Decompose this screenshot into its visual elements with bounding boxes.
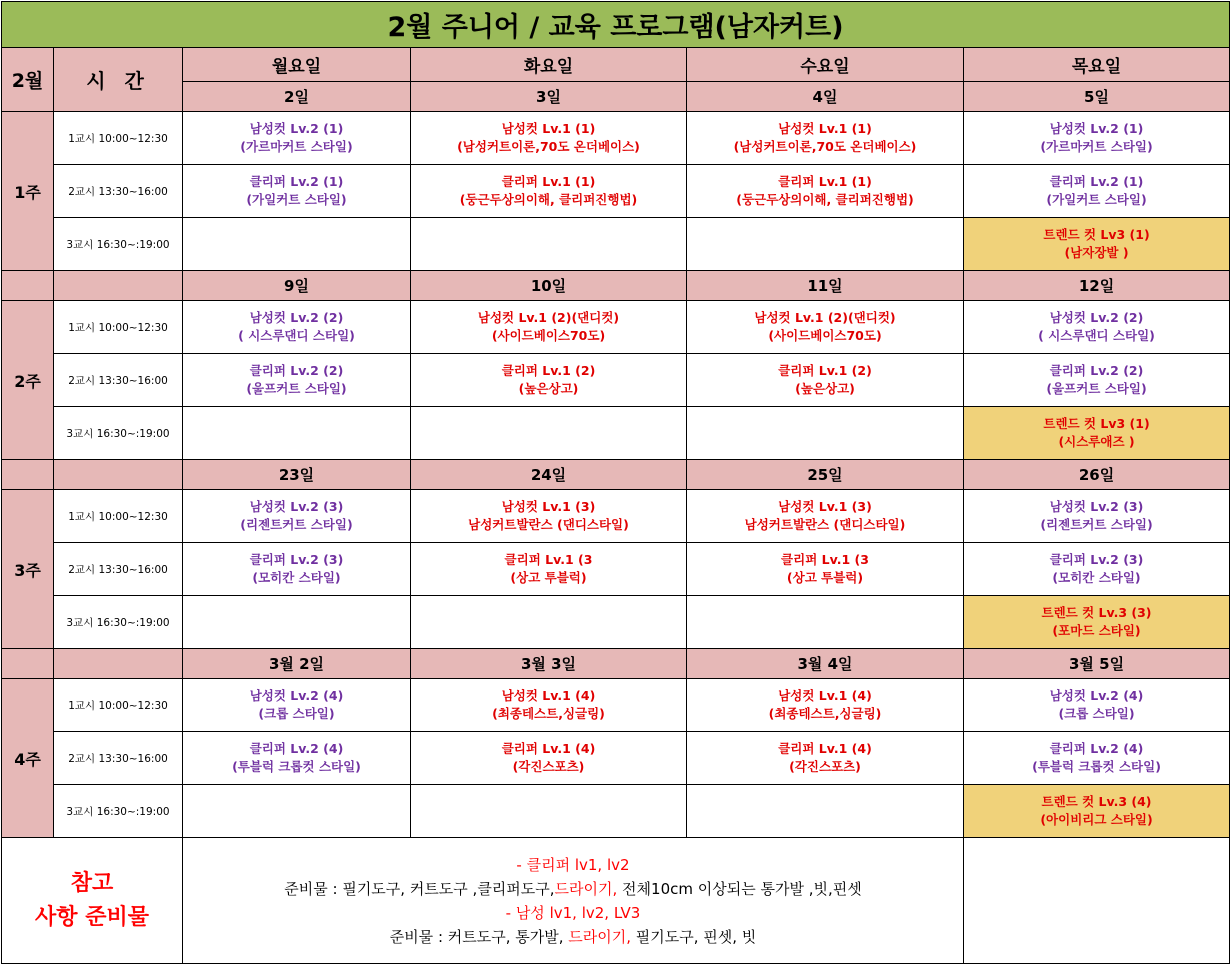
class-title: 남성컷 Lv.1 (1) bbox=[778, 121, 872, 136]
class-title: 남성컷 Lv.2 (3) bbox=[1049, 499, 1144, 514]
time-header: 시 간 bbox=[54, 48, 183, 112]
empty-cell bbox=[183, 785, 411, 838]
class-title: 남성컷 Lv.1 (3) bbox=[501, 499, 596, 514]
class-cell bbox=[411, 679, 687, 732]
table-row bbox=[2, 354, 1230, 407]
class-cell bbox=[964, 679, 1230, 732]
reference-line-4 bbox=[183, 925, 963, 949]
class-detail: 남성커트발란스 (댄디스타일) bbox=[744, 517, 906, 532]
class-title: 남성컷 Lv.1 (2)(댄디컷) bbox=[477, 310, 620, 325]
class-cell bbox=[964, 596, 1230, 649]
table-row bbox=[2, 301, 1230, 354]
class-cell bbox=[183, 165, 411, 218]
empty-cell bbox=[687, 785, 964, 838]
class-title: 남성컷 Lv.2 (2) bbox=[249, 310, 344, 325]
date-cell: 25일 bbox=[687, 460, 964, 490]
period-label: 1교시 10:00~12:30 bbox=[54, 679, 183, 732]
table-row bbox=[2, 596, 1230, 649]
period-label: 3교시 16:30~:19:00 bbox=[54, 785, 183, 838]
class-title: 클리퍼 Lv.1 (3 bbox=[781, 552, 869, 567]
class-cell bbox=[687, 543, 964, 596]
class-cell bbox=[964, 112, 1230, 165]
page-title: 2월 주니어 / 교육 프로그램(남자커트) bbox=[2, 2, 1230, 48]
blank-time-cell bbox=[54, 649, 183, 679]
reference-line-2 bbox=[183, 877, 963, 901]
empty-cell bbox=[411, 218, 687, 271]
class-cell bbox=[964, 732, 1230, 785]
class-detail: (높은상고) bbox=[518, 381, 579, 396]
blank-week-cell bbox=[2, 271, 54, 301]
reference-highlight: 드라이기, bbox=[568, 927, 632, 946]
class-title: 클리퍼 Lv.2 (4) bbox=[1049, 741, 1144, 756]
class-cell bbox=[183, 301, 411, 354]
class-cell bbox=[964, 218, 1230, 271]
table-row bbox=[2, 679, 1230, 732]
class-detail: (남성커트이론,70도 온더베이스) bbox=[733, 139, 917, 154]
class-cell bbox=[411, 543, 687, 596]
date-cell: 3월 4일 bbox=[687, 649, 964, 679]
table-row bbox=[2, 785, 1230, 838]
empty-cell bbox=[687, 218, 964, 271]
week-label: 4주 bbox=[2, 679, 54, 838]
class-title: 클리퍼 Lv.1 (1) bbox=[778, 174, 872, 189]
class-title: 클리퍼 Lv.2 (2) bbox=[249, 363, 344, 378]
reference-line-3: - 남성 lv1, lv2, LV3 bbox=[505, 903, 641, 922]
empty-cell bbox=[183, 596, 411, 649]
class-detail: (둥근두상의이해, 클리퍼진행법) bbox=[736, 192, 914, 207]
class-detail: (크롭 스타일) bbox=[258, 706, 335, 721]
class-detail: (투블럭 크롭컷 스타일) bbox=[1032, 759, 1161, 774]
period-label: 2교시 13:30~16:00 bbox=[54, 354, 183, 407]
class-title: 클리퍼 Lv.2 (1) bbox=[249, 174, 344, 189]
class-detail: (남자장발 ) bbox=[1064, 245, 1129, 260]
class-cell bbox=[411, 490, 687, 543]
class-title: 클리퍼 Lv.1 (4) bbox=[501, 741, 596, 756]
date-cell: 12일 bbox=[964, 271, 1230, 301]
date-cell: 26일 bbox=[964, 460, 1230, 490]
date-cell: 5일 bbox=[964, 82, 1230, 112]
date-cell: 23일 bbox=[183, 460, 411, 490]
class-cell bbox=[411, 112, 687, 165]
period-label: 2교시 13:30~16:00 bbox=[54, 732, 183, 785]
table-row bbox=[2, 732, 1230, 785]
reference-title bbox=[2, 838, 183, 964]
class-title: 남성컷 Lv.1 (4) bbox=[501, 688, 596, 703]
table-row bbox=[2, 112, 1230, 165]
empty-cell bbox=[411, 407, 687, 460]
reference-text: 필기도구, 핀셋, 빗 bbox=[631, 927, 757, 946]
period-label: 3교시 16:30~:19:00 bbox=[54, 218, 183, 271]
date-cell: 9일 bbox=[183, 271, 411, 301]
class-detail: (투블럭 크롭컷 스타일) bbox=[232, 759, 361, 774]
class-detail: (사이드베이스70도) bbox=[768, 328, 882, 343]
class-title: 클리퍼 Lv.2 (3) bbox=[1049, 552, 1144, 567]
class-detail: (가일커트 스타일) bbox=[1046, 192, 1147, 207]
class-detail: (시스루애즈 ) bbox=[1058, 434, 1135, 449]
empty-cell bbox=[183, 218, 411, 271]
blank-time-cell bbox=[54, 271, 183, 301]
class-title: 클리퍼 Lv.1 (2) bbox=[778, 363, 872, 378]
class-title: 트렌드 컷 Lv.3 (4) bbox=[1041, 794, 1152, 809]
class-title: 클리퍼 Lv.2 (2) bbox=[1049, 363, 1144, 378]
date-cell: 4일 bbox=[687, 82, 964, 112]
class-detail: (가일커트 스타일) bbox=[246, 192, 347, 207]
blank-week-cell bbox=[2, 460, 54, 490]
class-cell bbox=[687, 354, 964, 407]
class-cell bbox=[411, 301, 687, 354]
class-detail: 남성커트발란스 (댄디스타일) bbox=[468, 517, 629, 532]
class-detail: (각진스포츠) bbox=[789, 759, 861, 774]
table-row bbox=[2, 543, 1230, 596]
class-title: 트렌드 컷 Lv3 (1) bbox=[1043, 227, 1150, 242]
week-label: 2주 bbox=[2, 301, 54, 460]
class-cell bbox=[687, 732, 964, 785]
class-detail: (높은상고) bbox=[795, 381, 855, 396]
class-cell bbox=[964, 354, 1230, 407]
date-cell: 11일 bbox=[687, 271, 964, 301]
class-title: 트렌드 컷 Lv3 (1) bbox=[1043, 416, 1150, 431]
date-cell: 3월 2일 bbox=[183, 649, 411, 679]
date-cell: 3일 bbox=[411, 82, 687, 112]
schedule-table bbox=[1, 1, 1230, 964]
empty-cell bbox=[411, 785, 687, 838]
class-detail: (가르마커트 스타일) bbox=[240, 139, 353, 154]
reference-text: 준비물 : 필기도구, 커트도구 ,클리퍼도구, bbox=[284, 879, 555, 898]
reference-text: 준비물 : 커트도구, 통가발, bbox=[389, 927, 569, 946]
class-detail: (둥근두상의이해, 클리퍼진행법) bbox=[459, 192, 638, 207]
class-detail: (리젠트커트 스타일) bbox=[240, 517, 353, 532]
class-cell bbox=[411, 165, 687, 218]
class-detail: (아이비리그 스타일) bbox=[1040, 812, 1153, 827]
reference-text: 전체10cm 이상되는 통가발 ,빗,핀셋 bbox=[617, 879, 862, 898]
class-detail: ( 시스루댄디 스타일) bbox=[238, 328, 355, 343]
class-detail: (크롭 스타일) bbox=[1058, 706, 1135, 721]
class-title: 남성컷 Lv.1 (4) bbox=[778, 688, 872, 703]
class-detail: (모히칸 스타일) bbox=[252, 570, 341, 585]
empty-cell bbox=[687, 596, 964, 649]
day-header-wed: 수요일 bbox=[687, 48, 964, 82]
reference-highlight: 드라이기, bbox=[554, 879, 618, 898]
class-detail: (리젠트커트 스타일) bbox=[1040, 517, 1153, 532]
reference-body bbox=[183, 838, 964, 964]
date-cell: 10일 bbox=[411, 271, 687, 301]
class-cell bbox=[183, 490, 411, 543]
table-row bbox=[2, 218, 1230, 271]
class-title: 클리퍼 Lv.2 (3) bbox=[249, 552, 344, 567]
class-title: 남성컷 Lv.1 (1) bbox=[501, 121, 596, 136]
class-detail: (최종테스트,싱글링) bbox=[492, 706, 605, 721]
class-title: 클리퍼 Lv.2 (1) bbox=[1049, 174, 1144, 189]
class-title: 남성컷 Lv.2 (3) bbox=[249, 499, 344, 514]
class-title: 남성컷 Lv.2 (1) bbox=[249, 121, 344, 136]
day-header-mon: 월요일 bbox=[183, 48, 411, 82]
class-cell bbox=[964, 490, 1230, 543]
reference-title-line2: 사항 준비물 bbox=[35, 904, 149, 930]
class-detail: (울프커트 스타일) bbox=[246, 381, 347, 396]
date-cell: 3월 5일 bbox=[964, 649, 1230, 679]
blank-time-cell bbox=[54, 460, 183, 490]
period-label: 1교시 10:00~12:30 bbox=[54, 301, 183, 354]
period-label: 2교시 13:30~16:00 bbox=[54, 165, 183, 218]
class-title: 남성컷 Lv.2 (2) bbox=[1049, 310, 1144, 325]
class-title: 남성컷 Lv.1 (2)(댄디컷) bbox=[754, 310, 896, 325]
day-header-thu: 목요일 bbox=[964, 48, 1230, 82]
class-title: 남성컷 Lv.2 (4) bbox=[1049, 688, 1144, 703]
class-cell bbox=[687, 301, 964, 354]
class-cell bbox=[964, 165, 1230, 218]
class-detail: (상고 투블럭) bbox=[510, 570, 587, 585]
period-label: 1교시 10:00~12:30 bbox=[54, 112, 183, 165]
class-title: 클리퍼 Lv.1 (2) bbox=[501, 363, 596, 378]
class-cell bbox=[183, 732, 411, 785]
reference-empty-cell bbox=[964, 838, 1230, 964]
class-cell bbox=[687, 112, 964, 165]
class-title: 남성컷 Lv.2 (1) bbox=[1049, 121, 1144, 136]
class-cell bbox=[687, 679, 964, 732]
class-title: 남성컷 Lv.2 (4) bbox=[249, 688, 344, 703]
class-detail: (모히칸 스타일) bbox=[1052, 570, 1141, 585]
class-title: 트렌드 컷 Lv.3 (3) bbox=[1041, 605, 1152, 620]
class-title: 클리퍼 Lv.1 (4) bbox=[778, 741, 872, 756]
period-label: 3교시 16:30~:19:00 bbox=[54, 407, 183, 460]
class-cell bbox=[687, 490, 964, 543]
class-cell bbox=[411, 732, 687, 785]
class-title: 클리퍼 Lv.2 (4) bbox=[249, 741, 344, 756]
class-detail: (남성커트이론,70도 온더베이스) bbox=[457, 139, 640, 154]
table-row bbox=[2, 407, 1230, 460]
class-detail: (포마드 스타일) bbox=[1052, 623, 1141, 638]
empty-cell bbox=[687, 407, 964, 460]
week-label: 3주 bbox=[2, 490, 54, 649]
period-label: 1교시 10:00~12:30 bbox=[54, 490, 183, 543]
reference-line-1: - 클리퍼 lv1, lv2 bbox=[516, 855, 630, 874]
class-cell bbox=[183, 543, 411, 596]
class-cell bbox=[411, 354, 687, 407]
class-detail: ( 시스루댄디 스타일) bbox=[1038, 328, 1155, 343]
class-cell bbox=[183, 679, 411, 732]
class-cell bbox=[183, 354, 411, 407]
date-cell: 2일 bbox=[183, 82, 411, 112]
class-cell bbox=[183, 112, 411, 165]
table-row bbox=[2, 490, 1230, 543]
class-detail: (상고 투블럭) bbox=[786, 570, 864, 585]
day-header-tue: 화요일 bbox=[411, 48, 687, 82]
date-cell: 24일 bbox=[411, 460, 687, 490]
period-label: 3교시 16:30~:19:00 bbox=[54, 596, 183, 649]
month-header: 2월 bbox=[2, 48, 54, 112]
empty-cell bbox=[183, 407, 411, 460]
table-row bbox=[2, 165, 1230, 218]
period-label: 2교시 13:30~16:00 bbox=[54, 543, 183, 596]
class-detail: (각진스포츠) bbox=[512, 759, 585, 774]
class-cell bbox=[964, 301, 1230, 354]
week-label: 1주 bbox=[2, 112, 54, 271]
class-cell bbox=[964, 543, 1230, 596]
class-detail: (가르마커트 스타일) bbox=[1040, 139, 1153, 154]
class-cell bbox=[687, 165, 964, 218]
class-cell bbox=[964, 785, 1230, 838]
empty-cell bbox=[411, 596, 687, 649]
class-detail: (사이드베이스70도) bbox=[491, 328, 606, 343]
class-detail: (울프커트 스타일) bbox=[1046, 381, 1147, 396]
date-cell: 3월 3일 bbox=[411, 649, 687, 679]
class-title: 클리퍼 Lv.1 (3 bbox=[504, 552, 593, 567]
reference-title-line1: 참고 bbox=[70, 870, 114, 896]
class-detail: (최종테스트,싱글링) bbox=[768, 706, 882, 721]
class-title: 클리퍼 Lv.1 (1) bbox=[501, 174, 596, 189]
class-title: 남성컷 Lv.1 (3) bbox=[778, 499, 872, 514]
class-cell bbox=[964, 407, 1230, 460]
blank-week-cell bbox=[2, 649, 54, 679]
